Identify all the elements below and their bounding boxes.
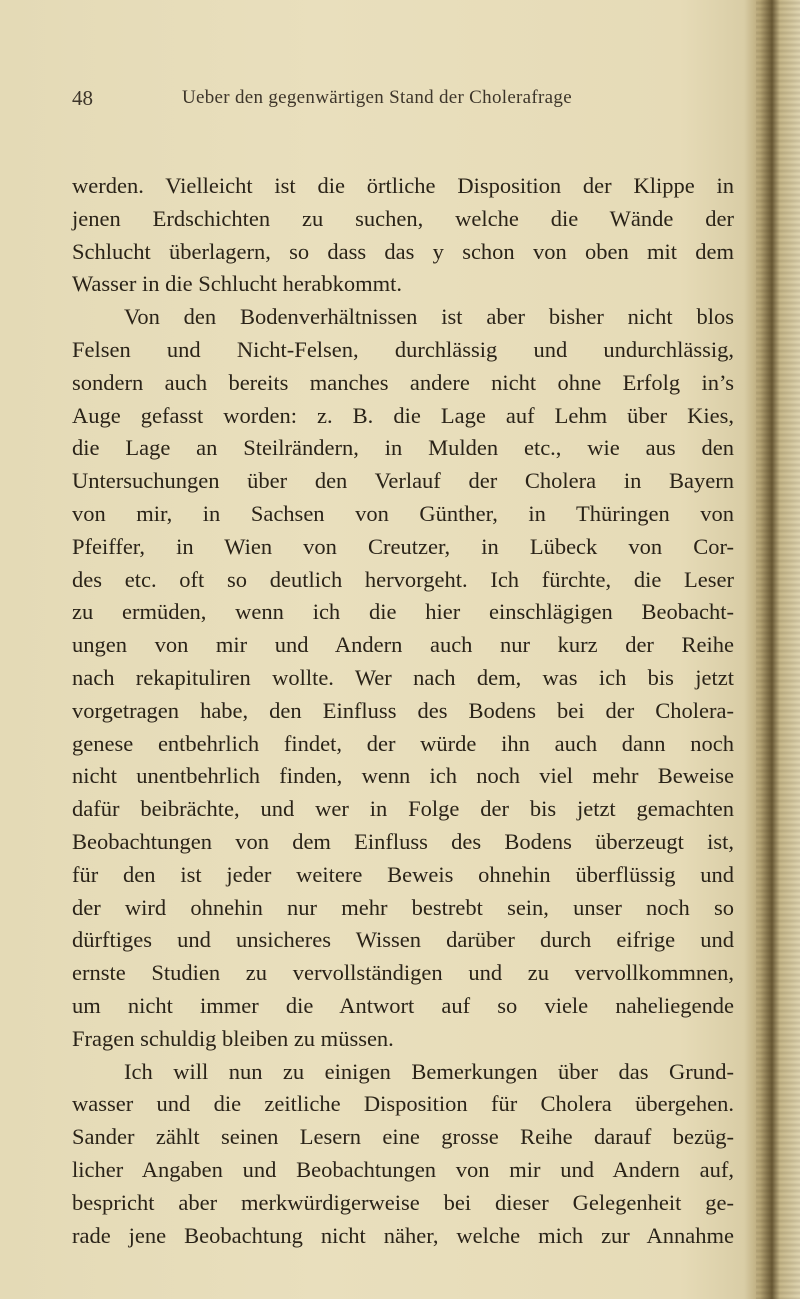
text-line: licher Angaben und Beobachtungen von mir und Andern auf, <box>72 1156 734 1182</box>
text-line: nicht unentbehrlich finden, wenn ich noch viel mehr Beweise <box>72 763 734 789</box>
text-line: sondern auch bereits manches andere nicht ohne Erfolg in’s <box>72 369 734 395</box>
text-line: vorgetragen habe, den Einfluss des Bodens bei der Cholera- <box>72 697 734 723</box>
text-line: wasser und die zeitliche Disposition für Cholera übergehen. <box>72 1091 734 1117</box>
text-line: Ich will nun zu einigen Bemerkungen über das Grund- <box>124 1058 734 1084</box>
text-line: zu ermüden, wenn ich die hier einschlägigen Beobacht- <box>72 599 734 625</box>
text-line: ernste Studien zu vervollständigen und zu vervollkommnen, <box>72 960 734 986</box>
text-line: Felsen und Nicht-Felsen, durchlässig und undurchlässig, <box>72 336 734 362</box>
body-text <box>72 170 734 1252</box>
text-line: genese entbehrlich findet, der würde ihn auch dann noch <box>72 730 734 756</box>
text-line: Untersuchungen über den Verlauf der Cholera in Bayern <box>72 468 734 494</box>
text-line: nach rekapituliren wollte. Wer nach dem, was ich bis jetzt <box>72 664 734 690</box>
text-line: Auge gefasst worden: z. B. die Lage auf Lehm über Kies, <box>72 402 734 428</box>
text-line: rade jene Beobachtung nicht näher, welche mich zur Annahme <box>72 1222 734 1248</box>
text-line: Sander zählt seinen Lesern eine grosse Reihe darauf bezüg- <box>72 1124 734 1150</box>
text-line: ungen von mir und Andern auch nur kurz der Reihe <box>72 632 734 658</box>
text-line: für den ist jeder weitere Beweis ohnehin überflüssig und <box>72 861 734 887</box>
text-line: des etc. oft so deutlich hervorgeht. Ich fürchte, die Leser <box>72 566 734 592</box>
text-line: um nicht immer die Antwort auf so viele naheliegende <box>72 992 734 1018</box>
text-line: Beobachtungen von dem Einfluss des Bodens überzeugt ist, <box>72 828 734 854</box>
text-line: Wasser in die Schlucht herabkommt. <box>72 271 402 297</box>
text-line: bespricht aber merkwürdigerweise bei dieser Gelegenheit ge- <box>72 1189 734 1215</box>
page-edge <box>756 0 800 1299</box>
text-line: Fragen schuldig bleiben zu müssen. <box>72 1025 394 1051</box>
text-line: der wird ohnehin nur mehr bestrebt sein, unser noch so <box>72 894 734 920</box>
text-line: Pfeiffer, in Wien von Creutzer, in Lübeck von Cor- <box>72 533 734 559</box>
text-line: dafür beibrächte, und wer in Folge der bis jetzt gemachten <box>72 796 734 822</box>
text-line: von mir, in Sachsen von Günther, in Thüringen von <box>72 500 734 526</box>
text-line: dürftiges und unsicheres Wissen darüber durch eifrige und <box>72 927 734 953</box>
text-line: die Lage an Steilrändern, in Mulden etc., wie aus den <box>72 435 734 461</box>
text-line: Von den Bodenverhältnissen ist aber bisher nicht blos <box>124 304 734 330</box>
page-number: 48 <box>72 86 93 110</box>
text-line: jenen Erdschichten zu suchen, welche die Wände der <box>72 205 734 231</box>
text-line: werden. Vielleicht ist die örtliche Disposition der Klippe in <box>72 173 734 198</box>
text-line: Schlucht überlagern, so dass das y schon von oben mit dem <box>72 238 734 264</box>
running-header <box>72 86 662 116</box>
running-title: Ueber den gegenwärtigen Stand der Cholerafrage <box>182 87 572 108</box>
